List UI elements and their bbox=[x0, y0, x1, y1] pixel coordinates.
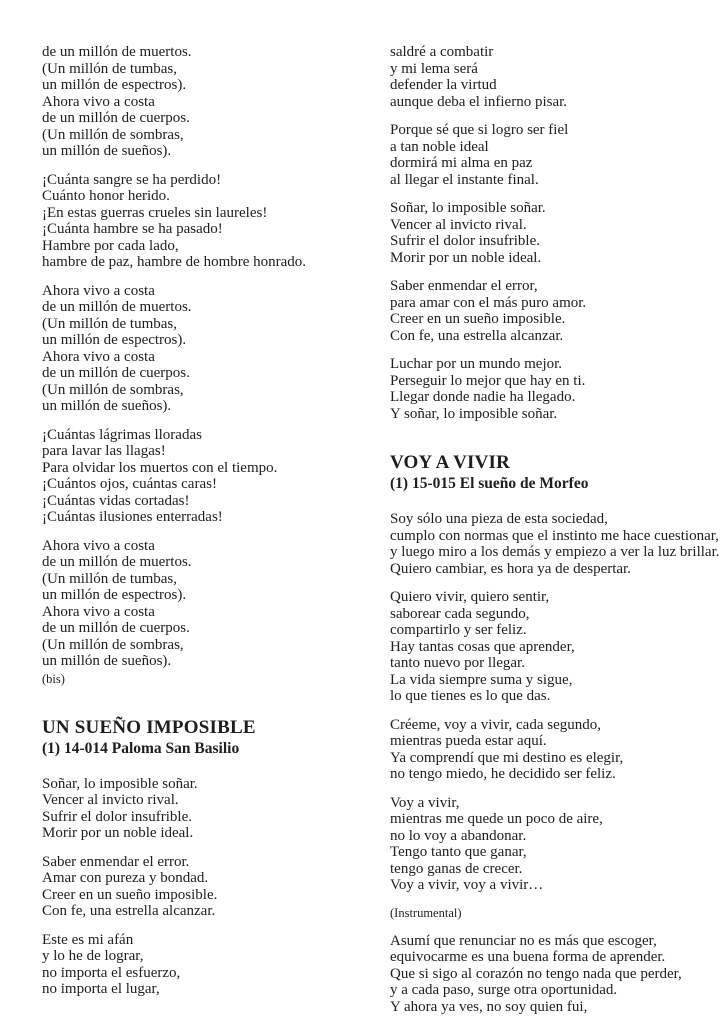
song-subtitle: (1) 14-014 Paloma San Basilio bbox=[42, 739, 240, 757]
lyric-line: Y soñar, lo imposible soñar. bbox=[390, 405, 558, 422]
song-subtitle: (1) 15-015 El sueño de Morfeo bbox=[390, 475, 589, 492]
lyric-line: Créeme, voy a vivir, cada segundo, bbox=[390, 716, 601, 733]
lyric-line: Asumí que renunciar no es más que escoger, bbox=[390, 932, 657, 949]
lyric-line: ¡Cuántas ilusiones enterradas! bbox=[42, 509, 223, 525]
lyric-line: un millón de espectros). bbox=[42, 587, 187, 603]
stanza bbox=[390, 122, 723, 188]
lyric-line: mientras me quede un poco de aire, bbox=[390, 811, 603, 827]
stanza bbox=[42, 776, 390, 842]
lyric-line: ¡Cuánta hambre se ha pasado! bbox=[42, 221, 223, 237]
stanza bbox=[390, 511, 723, 577]
lyric-line: Tengo tanto que ganar, bbox=[390, 844, 527, 860]
lyric-line: no importa el lugar, bbox=[42, 981, 160, 997]
stanza bbox=[42, 172, 390, 271]
lyric-line: ¡Cuántas lágrimas lloradas bbox=[42, 426, 202, 443]
lyric-line: Quiero vivir, quiero sentir, bbox=[390, 589, 550, 605]
lyric-line: dormirá mi alma en paz bbox=[390, 155, 533, 171]
lyric-line: cumplo con normas que el instinto me hace cuestionar, bbox=[390, 527, 719, 544]
lyric-line: (Un millón de sombras, bbox=[42, 381, 184, 398]
lyric-line: Soy sólo una pieza de esta sociedad, bbox=[390, 511, 608, 527]
lyric-line: y luego miro a los demás y empiezo a ver la luz brillar. bbox=[390, 544, 720, 560]
stanza bbox=[42, 932, 390, 998]
lyric-line: Luchar por un mundo mejor. bbox=[390, 356, 563, 372]
lyric-line: para amar con el más puro amor. bbox=[390, 294, 587, 311]
left-column bbox=[42, 44, 390, 1010]
stanza bbox=[390, 795, 723, 894]
right-column bbox=[390, 44, 723, 1027]
lyric-line: de un millón de muertos. bbox=[42, 299, 192, 315]
lyric-line: Saber enmendar el error, bbox=[390, 278, 538, 294]
lyric-line: Con fe, una estrella alcanzar. bbox=[390, 327, 564, 344]
lyric-line: Para olvidar los muertos con el tiempo. bbox=[42, 459, 278, 476]
lyric-line: Morir por un noble ideal. bbox=[42, 825, 194, 841]
lyric-line: defender la virtud bbox=[390, 77, 497, 93]
lyric-line: Perseguir lo mejor que hay en ti. bbox=[390, 372, 586, 389]
lyric-line: un millón de sueños). bbox=[42, 653, 172, 669]
lyric-line: saldré a combatir bbox=[390, 44, 494, 60]
stanza bbox=[390, 356, 723, 422]
lyric-line: Creer en un sueño imposible. bbox=[42, 886, 218, 903]
song-heading bbox=[390, 452, 723, 493]
lyric-line: Y ahora ya ves, no soy quien fui, bbox=[390, 998, 588, 1015]
lyric-line: Hambre por cada lado, bbox=[42, 237, 179, 254]
lyric-line: para lavar las llagas! bbox=[42, 443, 166, 459]
lyric-line: (Un millón de tumbas, bbox=[42, 60, 177, 77]
lyric-line: Amar con pureza y bondad. bbox=[42, 870, 209, 886]
lyric-line: ¡Cuántas vidas cortadas! bbox=[42, 492, 190, 509]
stanza bbox=[390, 44, 723, 110]
stanza bbox=[42, 854, 390, 920]
lyric-line: Este es mi afán bbox=[42, 931, 134, 948]
lyric-line: y lo he de lograr, bbox=[42, 948, 144, 964]
lyric-line: un millón de sueños). bbox=[42, 398, 172, 414]
lyric-line: Cuánto honor herido. bbox=[42, 188, 170, 204]
lyric-line: de un millón de cuerpos. bbox=[42, 365, 190, 381]
lyric-line: (Un millón de tumbas, bbox=[42, 315, 177, 332]
lyric-line: Quiero cambiar, es hora ya de despertar. bbox=[390, 560, 631, 577]
lyric-line: lo que tienes es lo que das. bbox=[390, 688, 551, 704]
lyric-line: Hay tantas cosas que aprender, bbox=[390, 638, 575, 655]
stanza bbox=[42, 44, 390, 160]
lyric-line: Creer en un sueño imposible. bbox=[390, 311, 566, 327]
lyric-line: Morir por un noble ideal. bbox=[390, 249, 542, 266]
lyric-line: al llegar el instante final. bbox=[390, 171, 539, 188]
lyric-line: de un millón de cuerpos. bbox=[42, 110, 190, 126]
lyric-line: Voy a vivir, voy a vivir… bbox=[390, 877, 544, 893]
lyric-line: ¡Cuántos ojos, cuántas caras! bbox=[42, 476, 217, 492]
lyric-line: compartirlo y ser feliz. bbox=[390, 622, 527, 638]
lyric-line: un millón de espectros). bbox=[42, 77, 187, 93]
lyric-line: Ahora vivo a costa bbox=[42, 603, 155, 620]
lyric-line: Porque sé que si logro ser fiel bbox=[390, 122, 569, 138]
lyric-line: no lo voy a abandonar. bbox=[390, 827, 527, 844]
lyric-line: de un millón de cuerpos. bbox=[42, 620, 190, 636]
stanza bbox=[42, 538, 390, 670]
lyric-line: tengo ganas de crecer. bbox=[390, 860, 523, 877]
lyric-line: de un millón de muertos. bbox=[42, 44, 192, 60]
lyric-line: no tengo miedo, he decidido ser feliz. bbox=[390, 766, 616, 782]
stanza bbox=[42, 283, 390, 415]
lyric-line: Ahora vivo a costa bbox=[42, 282, 155, 299]
lyric-line: Sufrir el dolor insufrible. bbox=[390, 233, 540, 249]
lyric-line: (Un millón de tumbas, bbox=[42, 570, 177, 587]
lyric-line: Soñar, lo imposible soñar. bbox=[42, 775, 198, 792]
lyric-line: hambre de paz, hambre de hombre honrado. bbox=[42, 254, 307, 270]
lyric-line: Sufrir el dolor insufrible. bbox=[42, 808, 192, 825]
performance-note: (bis) bbox=[42, 671, 65, 686]
lyric-line: Que si sigo al corazón no tengo nada que perder, bbox=[390, 965, 682, 982]
performance-note: (Instrumental) bbox=[390, 905, 462, 920]
lyric-line: ¡Cuánta sangre se ha perdido! bbox=[42, 171, 222, 188]
lyric-line: Vencer al invicto rival. bbox=[42, 792, 179, 808]
song-heading bbox=[42, 717, 390, 758]
lyric-line: Voy a vivir, bbox=[390, 794, 460, 811]
lyric-line: Soñar, lo imposible soñar. bbox=[390, 200, 546, 216]
lyric-line: a tan noble ideal bbox=[390, 138, 489, 155]
stanza bbox=[42, 427, 390, 526]
lyric-line: (Un millón de sombras, bbox=[42, 636, 184, 653]
lyric-line: un millón de sueños). bbox=[42, 143, 172, 159]
lyric-line: Saber enmendar el error. bbox=[42, 853, 190, 870]
song-title: UN SUEÑO IMPOSIBLE bbox=[42, 716, 256, 738]
stanza bbox=[390, 717, 723, 783]
lyric-line: ¡En estas guerras crueles sin laureles! bbox=[42, 204, 268, 221]
lyric-line: aunque deba el infierno pisar. bbox=[390, 93, 568, 110]
stanza bbox=[390, 589, 723, 705]
lyric-line: de un millón de muertos. bbox=[42, 554, 192, 570]
lyric-line: Vencer al invicto rival. bbox=[390, 216, 527, 233]
lyric-line: tanto nuevo por llegar. bbox=[390, 655, 525, 671]
lyric-line: Ahora vivo a costa bbox=[42, 348, 155, 365]
lyric-line: Ahora vivo a costa bbox=[42, 537, 155, 554]
lyric-line: (Un millón de sombras, bbox=[42, 126, 184, 143]
lyric-line: no importa el esfuerzo, bbox=[42, 964, 181, 981]
stanza bbox=[390, 933, 723, 1016]
stanza bbox=[390, 200, 723, 266]
lyric-line: Con fe, una estrella alcanzar. bbox=[42, 903, 216, 919]
lyric-line: un millón de espectros). bbox=[42, 332, 187, 348]
lyric-line: y a cada paso, surge otra oportunidad. bbox=[390, 982, 618, 998]
lyric-line: Ahora vivo a costa bbox=[42, 93, 155, 110]
lyric-line: saborear cada segundo, bbox=[390, 605, 530, 622]
lyric-line: Llegar donde nadie ha llegado. bbox=[390, 389, 576, 405]
lyric-line: equivocarme es una buena forma de aprender. bbox=[390, 949, 666, 965]
lyric-line: y mi lema será bbox=[390, 60, 478, 77]
lyric-line: mientras pueda estar aquí. bbox=[390, 733, 547, 749]
lyric-line: Ya comprendí que mi destino es elegir, bbox=[390, 749, 624, 766]
stanza bbox=[390, 278, 723, 344]
lyric-line: La vida siempre suma y sigue, bbox=[390, 671, 573, 688]
song-title: VOY A VIVIR bbox=[390, 452, 511, 473]
